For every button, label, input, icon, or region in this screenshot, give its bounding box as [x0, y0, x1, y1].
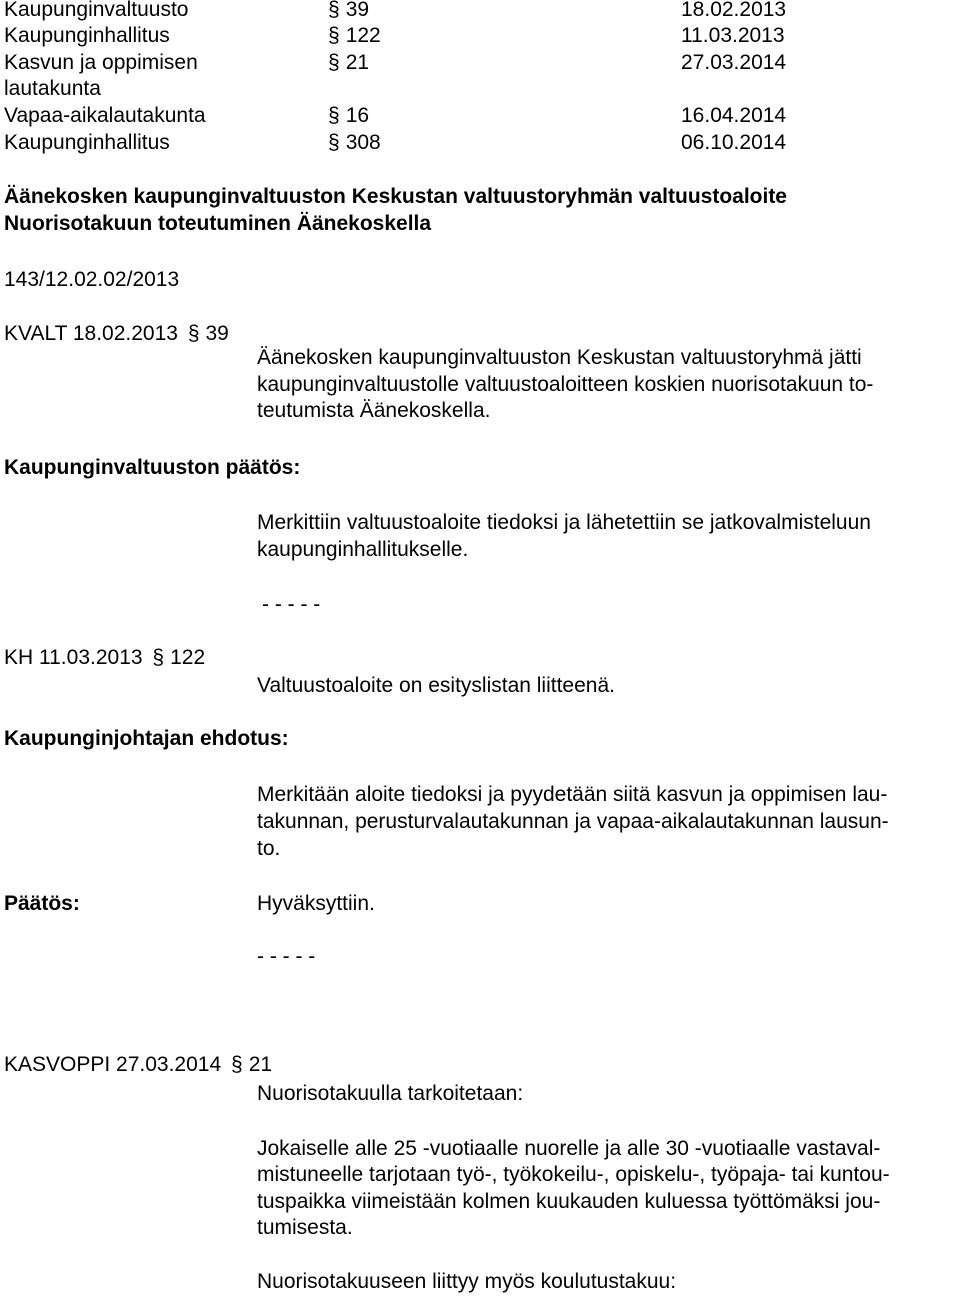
kasvoppi-next-text: Nuorisotakuuseen liittyy myös koulutustakuu: [257, 1270, 677, 1293]
history-section: § 16 [328, 103, 369, 129]
kh-section: § 122 [152, 646, 205, 669]
kasvoppi-definition-line-2: mistuneelle tarjotaan työ-, työkokeilu-, opiskelu-, työpaja- tai kuntou- [257, 1163, 890, 1186]
kh-attachment-note: Valtuustoaloite on esityslistan liitteenä. [257, 674, 615, 697]
heading-line-1: Äänekosken kaupunginvaltuuston Keskustan valtuustoryhmän valtuustoaloite [4, 185, 787, 208]
history-section: § 21 [328, 50, 369, 76]
history-date: 16.04.2014 [681, 104, 787, 127]
separator: - - - - - [257, 945, 316, 968]
kh-proposal-line-2: takunnan, perusturvalautakunnan ja vapaa-aikalautakunnan lausun- [257, 810, 889, 833]
kvalt-text-line-1: Äänekosken kaupunginvaltuuston Keskustan valtuustoryhmä jätti [257, 346, 862, 369]
kh-proposal-label: Kaupunginjohtajan ehdotus: [4, 727, 289, 750]
history-section: § 122 [328, 23, 381, 49]
history-date: 18.02.2013 [681, 0, 787, 21]
kvalt-decision-line-1: Merkittiin valtuustoaloite tiedoksi ja lähetettiin se jatkovalmisteluun [257, 511, 871, 534]
kh-decision-label: Päätös: [4, 892, 80, 915]
kh-ref [4, 645, 205, 671]
history-body: Kaupunginhallitus [4, 24, 170, 47]
kvalt-text-line-3: teutumista Äänekoskella. [257, 399, 491, 422]
history-section: § 308 [328, 130, 381, 156]
heading-line-2: Nuorisotakuun toteutuminen Äänekoskella [4, 212, 432, 235]
kasvoppi-section: § 21 [231, 1053, 272, 1076]
kasvoppi-ref-text: KASVOPPI 27.03.2014 [4, 1053, 222, 1076]
history-body: Kaupunginhallitus [4, 131, 170, 154]
kh-decision-text: Hyväksyttiin. [257, 892, 375, 915]
kvalt-text-line-2: kaupunginvaltuustolle valtuustoaloitteen koskien nuorisotakuun to- [257, 373, 874, 396]
history-date: 06.10.2014 [681, 131, 787, 154]
kasvoppi-ref [4, 1052, 272, 1078]
history-body: lautakunta [4, 77, 101, 100]
kvalt-ref-text: KVALT 18.02.2013 [4, 322, 178, 345]
case-number: 143/12.02.02/2013 [4, 268, 180, 291]
kvalt-decision-label: Kaupunginvaltuuston päätös: [4, 456, 301, 479]
kasvoppi-definition-line-3: tuspaikka viimeistään kolmen kuukauden kuluessa työttömäksi jou- [257, 1190, 881, 1213]
kasvoppi-intro: Nuorisotakuulla tarkoitetaan: [257, 1082, 524, 1105]
history-body: Vapaa-aikalautakunta [4, 104, 206, 127]
kvalt-section: § 39 [188, 322, 229, 345]
history-section: § 39 [328, 0, 369, 23]
history-date: 11.03.2013 [681, 24, 785, 47]
kasvoppi-definition-line-4: tumisesta. [257, 1216, 353, 1239]
kh-ref-text: KH 11.03.2013 [4, 646, 143, 669]
kasvoppi-definition-line-1: Jokaiselle alle 25 -vuotiaalle nuorelle ja alle 30 -vuotiaalle vastaval- [257, 1137, 881, 1160]
kh-proposal-line-3: to. [257, 837, 281, 860]
separator: - - - - - [262, 593, 321, 616]
kvalt-decision-line-2: kaupunginhallitukselle. [257, 538, 469, 561]
kh-proposal-line-1: Merkitään aloite tiedoksi ja pyydetään siitä kasvun ja oppimisen lau- [257, 783, 888, 806]
history-date: 27.03.2014 [681, 51, 787, 74]
history-body: Kasvun ja oppimisen [4, 51, 198, 74]
history-body: Kaupunginvaltuusto [4, 0, 189, 21]
kvalt-ref [4, 321, 229, 347]
